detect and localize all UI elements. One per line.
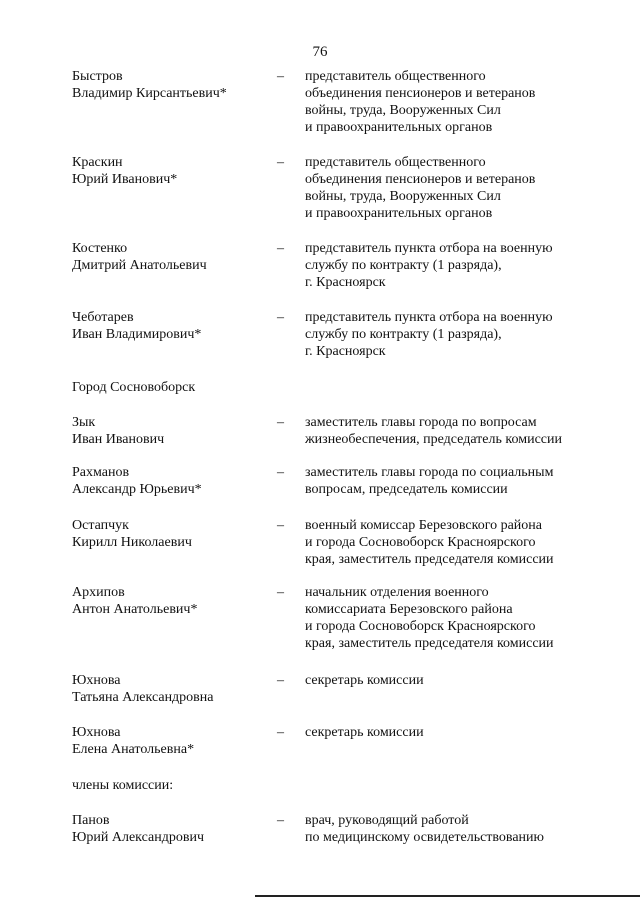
member-name bbox=[72, 724, 272, 758]
role-line: г. Красноярск bbox=[305, 275, 386, 290]
dash-separator: – bbox=[277, 813, 284, 828]
member-role bbox=[305, 68, 595, 136]
section-heading-city: Город Сосновоборск bbox=[72, 380, 196, 395]
member-given-names: Владимир Кирсантьевич* bbox=[72, 86, 227, 101]
member-role bbox=[305, 309, 595, 360]
role-line: секретарь комиссии bbox=[305, 725, 424, 740]
role-line: заместитель главы города по социальным bbox=[305, 465, 554, 480]
member-given-names: Александр Юрьевич* bbox=[72, 482, 202, 497]
role-line: службу по контракту (1 разряда), bbox=[305, 327, 502, 342]
dash-separator: – bbox=[277, 241, 284, 256]
member-name bbox=[72, 672, 272, 706]
dash-separator: – bbox=[277, 585, 284, 600]
member-given-names: Кирилл Николаевич bbox=[72, 535, 192, 550]
member-surname: Чеботарев bbox=[72, 310, 134, 325]
member-role bbox=[305, 464, 595, 498]
role-line: и правоохранительных органов bbox=[305, 206, 493, 221]
role-line: объединения пенсионеров и ветеранов bbox=[305, 172, 536, 187]
member-surname: Остапчук bbox=[72, 518, 129, 533]
member-role bbox=[305, 517, 595, 568]
role-line: представитель общественного bbox=[305, 69, 486, 84]
member-surname: Рахманов bbox=[72, 465, 130, 480]
member-name bbox=[72, 68, 272, 102]
member-name bbox=[72, 584, 272, 618]
member-surname: Зык bbox=[72, 415, 96, 430]
role-line: военный комиссар Березовского района bbox=[305, 518, 542, 533]
member-role bbox=[305, 812, 595, 846]
dash-separator: – bbox=[277, 69, 284, 84]
role-line: начальник отделения военного bbox=[305, 585, 489, 600]
member-role bbox=[305, 584, 595, 652]
member-given-names: Дмитрий Анатольевич bbox=[72, 258, 207, 273]
dash-separator: – bbox=[277, 465, 284, 480]
role-line: представитель пункта отбора на военную bbox=[305, 310, 553, 325]
role-line: объединения пенсионеров и ветеранов bbox=[305, 86, 536, 101]
dash-separator: – bbox=[277, 310, 284, 325]
member-given-names: Юрий Иванович* bbox=[72, 172, 178, 187]
member-given-names: Юрий Александрович bbox=[72, 830, 204, 845]
member-role bbox=[305, 154, 595, 222]
page-number: 76 bbox=[312, 44, 328, 60]
member-role bbox=[305, 672, 595, 689]
member-surname: Юхнова bbox=[72, 725, 121, 740]
role-line: вопросам, председатель комиссии bbox=[305, 482, 508, 497]
member-surname: Костенко bbox=[72, 241, 128, 256]
role-line: края, заместитель председателя комиссии bbox=[305, 552, 554, 567]
member-name bbox=[72, 464, 272, 498]
role-line: и правоохранительных органов bbox=[305, 120, 493, 135]
role-line: войны, труда, Вооруженных Сил bbox=[305, 189, 501, 204]
role-line: г. Красноярск bbox=[305, 344, 386, 359]
role-line: врач, руководящий работой bbox=[305, 813, 469, 828]
role-line: и города Сосновоборск Красноярского bbox=[305, 535, 536, 550]
role-line: края, заместитель председателя комиссии bbox=[305, 636, 554, 651]
member-surname: Быстров bbox=[72, 69, 123, 84]
role-line: службу по контракту (1 разряда), bbox=[305, 258, 502, 273]
member-surname: Архипов bbox=[72, 585, 125, 600]
member-given-names: Антон Анатольевич* bbox=[72, 602, 198, 617]
role-line: представитель пункта отбора на военную bbox=[305, 241, 553, 256]
member-given-names: Елена Анатольевна* bbox=[72, 742, 195, 757]
member-surname: Панов bbox=[72, 813, 110, 828]
member-name bbox=[72, 154, 272, 188]
role-line: и города Сосновоборск Красноярского bbox=[305, 619, 536, 634]
role-line: комиссариата Березовского района bbox=[305, 602, 513, 617]
section-heading-members: члены комиссии: bbox=[72, 778, 174, 793]
member-role bbox=[305, 724, 595, 741]
member-role bbox=[305, 240, 595, 291]
page-bottom-rule bbox=[255, 895, 640, 897]
dash-separator: – bbox=[277, 155, 284, 170]
role-line: заместитель главы города по вопросам bbox=[305, 415, 537, 430]
dash-separator: – bbox=[277, 725, 284, 740]
member-name bbox=[72, 517, 272, 551]
member-name bbox=[72, 309, 272, 343]
dash-separator: – bbox=[277, 518, 284, 533]
dash-separator: – bbox=[277, 415, 284, 430]
member-given-names: Иван Иванович bbox=[72, 432, 165, 447]
role-line: представитель общественного bbox=[305, 155, 486, 170]
role-line: жизнеобеспечения, председатель комиссии bbox=[305, 432, 562, 447]
member-name bbox=[72, 414, 272, 448]
member-surname: Краскин bbox=[72, 155, 123, 170]
member-surname: Юхнова bbox=[72, 673, 121, 688]
member-given-names: Татьяна Александровна bbox=[72, 690, 214, 705]
dash-separator: – bbox=[277, 673, 284, 688]
member-name bbox=[72, 812, 272, 846]
role-line: секретарь комиссии bbox=[305, 673, 424, 688]
member-name bbox=[72, 240, 272, 274]
role-line: по медицинскому освидетельствованию bbox=[305, 830, 545, 845]
member-role bbox=[305, 414, 595, 448]
role-line: войны, труда, Вооруженных Сил bbox=[305, 103, 501, 118]
member-given-names: Иван Владимирович* bbox=[72, 327, 202, 342]
